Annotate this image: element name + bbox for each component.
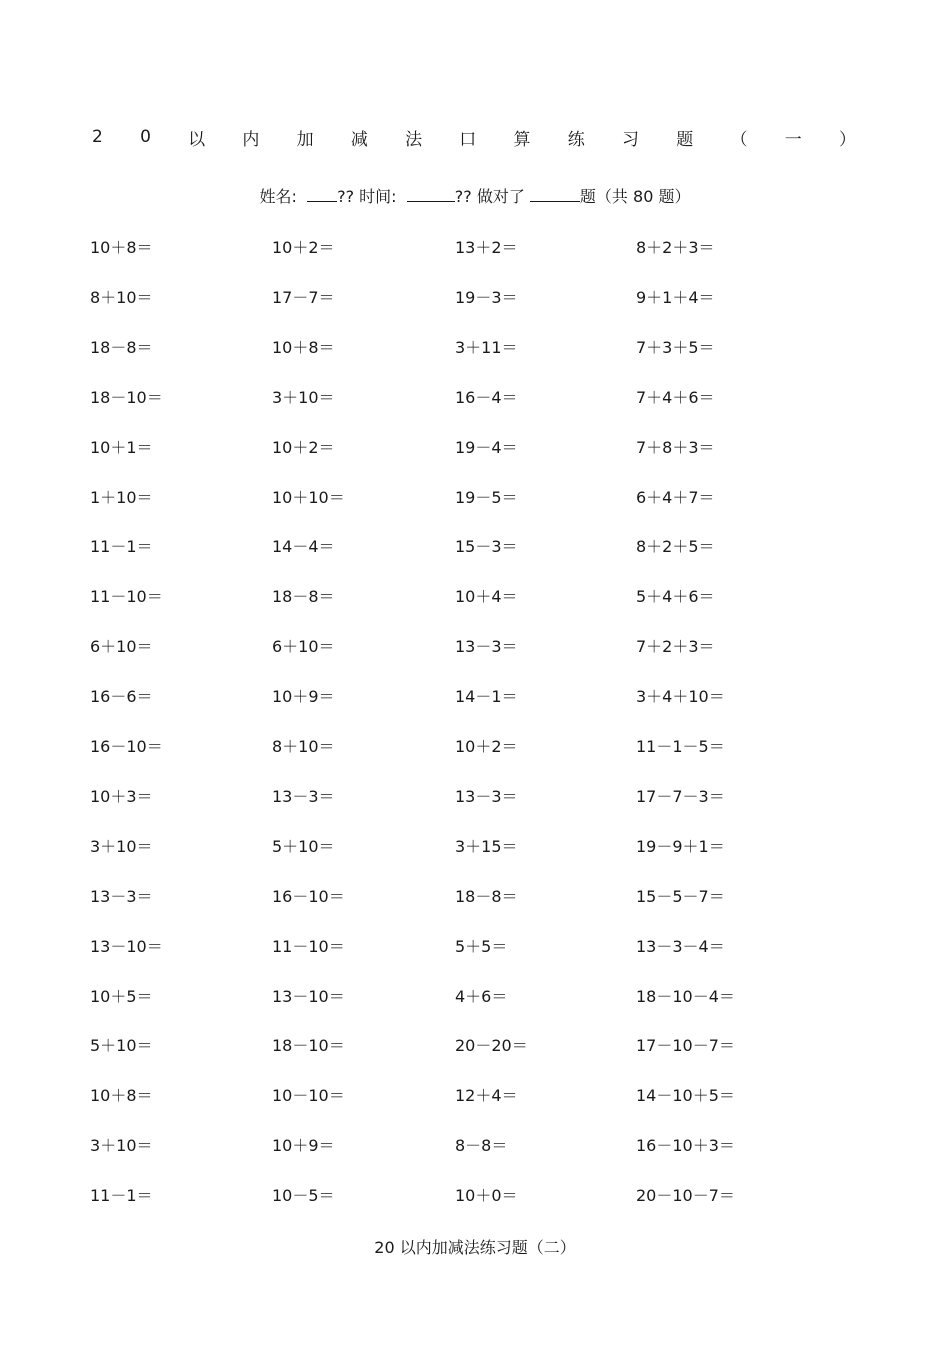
math-problem: 11－1＝ [90, 537, 153, 556]
math-problem: 8－8＝ [455, 1136, 508, 1155]
math-problem: 13－10＝ [90, 937, 163, 956]
math-problem: 19－3＝ [455, 288, 518, 307]
math-problem: 16－10＝ [272, 887, 345, 906]
title-char: （ [730, 129, 748, 150]
math-problem: 16－4＝ [455, 388, 518, 407]
math-problem: 18－10＝ [272, 1036, 345, 1055]
math-problem: 20－20＝ [455, 1036, 528, 1055]
title-char: 算 [513, 129, 531, 150]
title-char: 习 [622, 129, 639, 150]
math-problem: 13－3＝ [90, 887, 153, 906]
title-char: 练 [567, 129, 585, 150]
math-problem: 13－3－4＝ [636, 937, 725, 956]
math-problem: 13－10＝ [272, 987, 345, 1006]
math-problem: 16－10＋3＝ [636, 1136, 735, 1155]
math-problem: 17－7＝ [272, 288, 335, 307]
math-problem: 17－7－3＝ [636, 787, 725, 806]
total-count-label: 题（共 80 题） [579, 187, 691, 206]
math-problem: 3＋4＋10＝ [636, 687, 725, 706]
math-problem: 10＋2＝ [455, 737, 518, 756]
math-problem: 19－5＝ [455, 488, 518, 507]
correct-count-blank [530, 187, 580, 202]
math-problem: 10＋8＝ [90, 1086, 153, 1105]
math-problem: 10＋5＝ [90, 987, 153, 1006]
math-problem: 1＋10＝ [90, 488, 153, 507]
math-problem: 10－10＝ [272, 1086, 345, 1105]
math-problem: 18－8＝ [455, 887, 518, 906]
math-problem: 8＋10＝ [272, 737, 335, 756]
math-problem: 18－10－4＝ [636, 987, 735, 1006]
math-problem: 7＋3＋5＝ [636, 338, 715, 357]
math-problem: 13＋2＝ [455, 238, 518, 257]
math-problem: 10＋4＝ [455, 587, 518, 606]
math-problem: 18－8＝ [90, 338, 153, 357]
math-problem: 6＋10＝ [90, 637, 153, 656]
math-problem: 9＋1＋4＝ [636, 288, 715, 307]
math-problem: 10＋1＝ [90, 438, 153, 457]
math-problem: 10＋8＝ [272, 338, 335, 357]
math-problem: 8＋2＋5＝ [636, 537, 715, 556]
title-char: ） [838, 129, 856, 150]
math-problem: 3＋10＝ [272, 388, 335, 407]
next-section-title: 20 以内加减法练习题（二） [374, 1238, 576, 1257]
math-problem: 4＋6＝ [455, 987, 508, 1006]
time-blank [407, 187, 455, 202]
title-char: 2 [92, 127, 103, 147]
name-label: 姓名: [259, 187, 297, 206]
math-problem: 18－8＝ [272, 587, 335, 606]
title-char: 0 [140, 127, 151, 147]
math-problem: 10＋0＝ [455, 1186, 518, 1205]
time-label: ?? 时间: [337, 187, 397, 206]
math-problem: 7＋8＋3＝ [636, 438, 715, 457]
math-problem: 14－1＝ [455, 687, 518, 706]
math-problem: 13－3＝ [272, 787, 335, 806]
math-problem: 7＋4＋6＝ [636, 388, 715, 407]
title-char: 题 [676, 129, 694, 150]
math-problem: 16－10＝ [90, 737, 163, 756]
math-problem: 6＋10＝ [272, 637, 335, 656]
title-char: 法 [405, 129, 423, 150]
math-problem: 6＋4＋7＝ [636, 488, 715, 507]
title-char: 内 [242, 129, 260, 150]
math-problem: 3＋10＝ [90, 1136, 153, 1155]
math-problem: 20－10－7＝ [636, 1186, 735, 1205]
math-problem: 10＋8＝ [90, 238, 153, 257]
math-problem: 8＋10＝ [90, 288, 153, 307]
math-problem: 5＋4＋6＝ [636, 587, 715, 606]
math-problem: 15－3＝ [455, 537, 518, 556]
math-problem: 12＋4＝ [455, 1086, 518, 1105]
math-problem: 3＋15＝ [455, 837, 518, 856]
math-problem: 8＋2＋3＝ [636, 238, 715, 257]
math-problem: 10＋3＝ [90, 787, 153, 806]
math-problem: 19－4＝ [455, 438, 518, 457]
math-problem: 5＋10＝ [90, 1036, 153, 1055]
title-char: 以 [188, 129, 206, 150]
math-problem: 5＋5＝ [455, 937, 508, 956]
math-problem: 10＋2＝ [272, 438, 335, 457]
math-problem: 10＋9＝ [272, 687, 335, 706]
math-problem: 14－4＝ [272, 537, 335, 556]
correct-label: ?? 做对了 [454, 187, 525, 206]
title-char: 一 [784, 129, 802, 150]
math-problem: 10＋10＝ [272, 488, 345, 507]
math-problem: 19－9＋1＝ [636, 837, 725, 856]
math-problem: 10＋2＝ [272, 238, 335, 257]
math-problem: 10－5＝ [272, 1186, 335, 1205]
math-problem: 15－5－7＝ [636, 887, 725, 906]
math-problem: 3＋10＝ [90, 837, 153, 856]
math-problem: 14－10＋5＝ [636, 1086, 735, 1105]
worksheet-title [92, 124, 856, 150]
title-char: 减 [350, 129, 368, 150]
title-char: 加 [296, 129, 314, 150]
math-problem: 3＋11＝ [455, 338, 518, 357]
student-info-line [0, 184, 950, 207]
math-problem: 5＋10＝ [272, 837, 335, 856]
math-problem: 10＋9＝ [272, 1136, 335, 1155]
math-problem: 7＋2＋3＝ [636, 637, 715, 656]
math-problem: 17－10－7＝ [636, 1036, 735, 1055]
name-blank [307, 187, 337, 202]
math-problem: 16－6＝ [90, 687, 153, 706]
math-problem: 11－1＝ [90, 1186, 153, 1205]
math-problem: 18－10＝ [90, 388, 163, 407]
title-char: 口 [459, 129, 477, 150]
math-problem: 13－3＝ [455, 787, 518, 806]
math-problem: 11－10＝ [272, 937, 345, 956]
math-problem: 11－10＝ [90, 587, 163, 606]
math-problem: 13－3＝ [455, 637, 518, 656]
math-problem: 11－1－5＝ [636, 737, 725, 756]
